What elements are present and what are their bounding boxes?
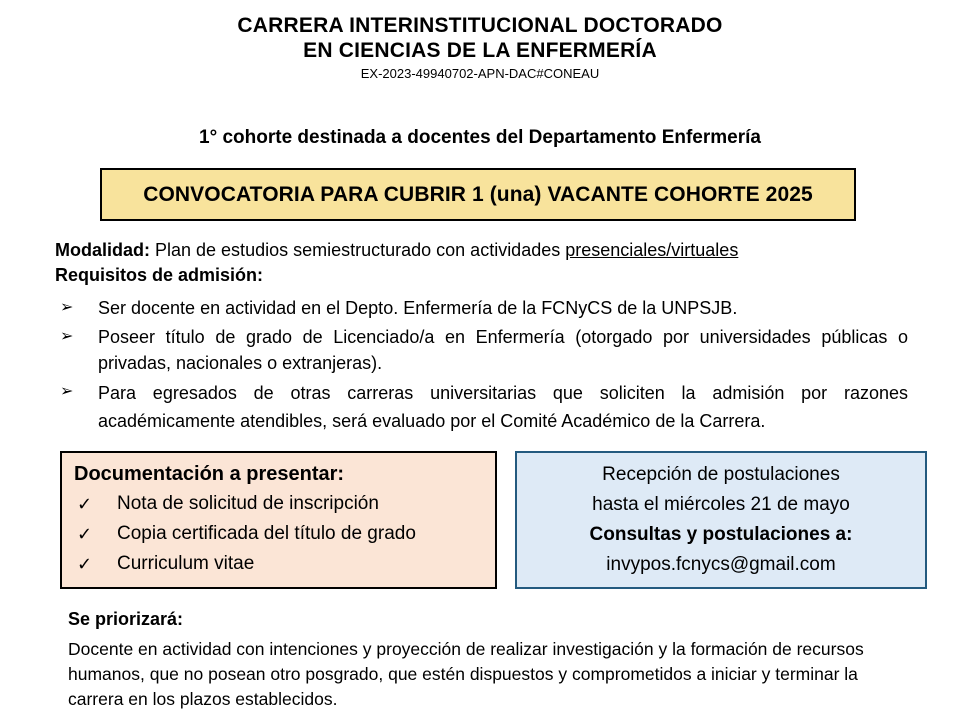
arrow-bullet-icon: ➢ (60, 299, 74, 316)
documentacion-box (60, 451, 497, 589)
list-item-text: Ser docente en actividad en el Depto. Enfermería de la FCNyCS de la UNPSJB. (98, 298, 738, 318)
list-item-text: Poseer título de grado de Licenciado/a en Enfermería (otorgado por universidades públicas o privadas, nacionales o extranjeras). (98, 327, 908, 373)
file-number: EX-2023-49940702-APN-DAC#CONEAU (360, 66, 600, 81)
documentacion-heading: Documentación a presentar: (74, 463, 345, 485)
cohort-heading: 1° cohorte destinada a docentes del Departamento Enfermería (199, 127, 761, 148)
convocatoria-banner (100, 168, 856, 221)
modalidad-underlined-text: presenciales/virtuales (565, 240, 739, 260)
list-item (74, 489, 485, 519)
arrow-bullet-icon: ➢ (60, 328, 74, 345)
checkmark-icon: ✓ (77, 524, 93, 544)
requisitos-heading: Requisitos de admisión: (55, 265, 264, 285)
email-text: invypos.fcnycs@gmail.com (606, 554, 836, 575)
list-item-text: Para egresados de otras carreras universitarias que soliciten la admisión por razones académicamente atendibles, será evaluado por el Comité Académico de la Carrera. (98, 383, 908, 431)
priorizara-section (68, 608, 905, 712)
modalidad-line (55, 238, 908, 263)
list-item (74, 519, 485, 549)
modalidad-text: Plan de estudios semiestructurado con actividades (150, 240, 566, 260)
info-boxes-row (60, 451, 927, 589)
page-title-line1: CARRERA INTERINSTITUCIONAL DOCTORADO (237, 14, 723, 37)
list-item-text: Nota de solicitud de inscripción (117, 493, 379, 514)
convocatoria-text: CONVOCATORIA PARA CUBRIR 1 (una) VACANTE COHORTE 2025 (143, 182, 813, 206)
list-item (55, 295, 908, 321)
recepcion-line2: hasta el miércoles 21 de mayo (592, 494, 850, 515)
checkmark-icon: ✓ (77, 554, 93, 574)
priorizara-paragraph: Docente en actividad con intenciones y proyección de realizar investigación y la formación de recursos humanos, que no posean otro posgrado, que estén dispuestos y comprometidos a iniciar y terminar la carrera en los plazos establecidos. (68, 639, 864, 709)
arrow-bullet-icon: ➢ (60, 383, 74, 400)
list-item-text: Copia certificada del título de grado (117, 523, 416, 544)
requisitos-list (55, 295, 908, 435)
list-item (74, 549, 485, 579)
recepcion-line3: Consultas y postulaciones a: (589, 524, 853, 545)
priorizara-heading: Se priorizará: (68, 609, 184, 629)
recepcion-box (515, 451, 927, 589)
page-title-line2: EN CIENCIAS DE LA ENFERMERÍA (303, 39, 657, 62)
checkmark-icon: ✓ (77, 494, 93, 514)
header (0, 0, 960, 82)
list-item-text: Curriculum vitae (117, 553, 255, 574)
recepcion-line1: Recepción de postulaciones (602, 464, 840, 485)
modalidad-label: Modalidad: (55, 240, 150, 260)
list-item (55, 379, 908, 435)
list-item (55, 324, 908, 376)
